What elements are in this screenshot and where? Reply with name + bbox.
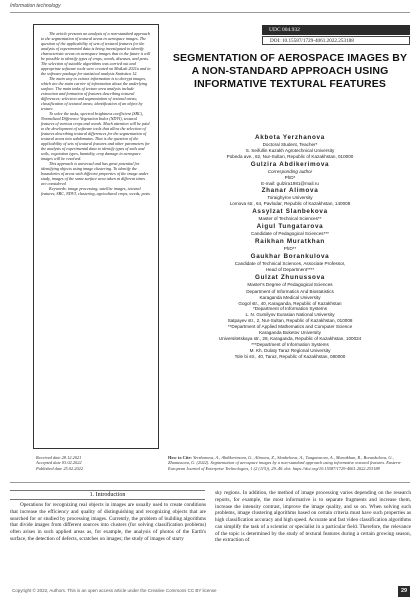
author-detail: Pobeda ave., 62, Nur-Sultan, Republic of Kazakhstan, 010000 (226, 153, 354, 159)
author-detail: Toraighyrov University (267, 195, 313, 201)
abstract-paragraph: The main way to extract information is to decrypt images, which are the main carrier of information about the underlying surface. The main tasks of texture area analysis include extraction and formation of features describing textural differences; selection and segmentation of textural areas; classification of textural areas; identification of an object by texture. (41, 76, 148, 111)
citation-text: Yerzhanova, A., Abdikerimova, G., Alimova, Z., Slanbekova, A., Tungatarova, A., Muratkhan, R., Borankulova, G., Zhunussova, G. (2022). Segmentation of aerospace images by a non-standard approach using informative textural features. Eastern-European Journal of Enterprise Technologies, 1 (2 (115)), 29–40. doi: https://doi.org/10.15587/1729-4061.2022.253188 (168, 455, 402, 471)
affiliation-line: Gogol str., 40, Karaganda, Republic of Kazakhstan (238, 300, 342, 306)
author-block (170, 187, 410, 207)
affiliation-line: Karaganda Buketov University (259, 330, 321, 336)
author-detail: PhD* (284, 174, 296, 180)
affiliation-line: Department of Informatics And Biostatistics (246, 288, 334, 294)
author-block (170, 274, 410, 288)
affiliations (170, 289, 410, 360)
accepted-date: Accepted date 03.02.2022 (36, 460, 82, 466)
affiliation-line: Tole bi str., 40, Taraz, Republic of Kazakhstan, 080000 (234, 353, 346, 359)
udc-label: UDC 004.932 (262, 25, 410, 35)
paper-title: SEGMENTATION OF AEROSPACE IMAGES BY A NON-STANDARD APPROACH USING INFORMATIVE TEXTURAL FEATURES (172, 52, 408, 90)
body-paragraph: Operations for recognizing real objects in images are usually used to create conditions that increase the efficiency and quality of distinguishing and recognizing objects that are searched for or studied by processing images. Currently, the problem of building algorithms that divide images from different sources into clusters (for solving classification problems) often arises in such applied areas as, for example, the analysis of photos of the Earth's surface, the detection of defects, scratches on images; the study of images of starry (10, 502, 206, 542)
author-detail: Candidate of Pedagogical Sciences*** (251, 231, 329, 237)
author-block (170, 253, 410, 273)
author-name: Raikhan Muratkhan (255, 238, 325, 246)
author-detail: Head of Department**** (265, 266, 315, 272)
published-date: Published date 25.02.2022 (36, 465, 84, 471)
author-name: Gulzira Abdikerimova (250, 160, 330, 168)
license-notice: Copyright © 2022, Authors. This is an open access article under the Creative Commons CC BY license (12, 588, 217, 593)
header-divider (10, 12, 410, 13)
article-dates (36, 455, 156, 471)
author-block (170, 161, 410, 187)
author-name: Gulzat Zhunussova (255, 273, 325, 281)
author-block (170, 238, 410, 252)
affiliation-line: **Department of Applied Mathematics and Computer Science (227, 324, 353, 330)
author-detail: S. Seifullin Kazakh Agrotechnical University (245, 147, 335, 153)
author-list (170, 134, 410, 360)
author-email: E-mail: gulzira1981@mail.ru (261, 180, 319, 186)
author-name: Zhanar Alimova (261, 187, 319, 195)
body-paragraph: sky regions. In addition, the method of image processing varies depending on the research reports, for example, the most informative is to separate fragments and increase them, increase the intensity contrast, improve the image quality, and so on. When solving such problems, image clustering algorithms based on certain criteria must have such properties as high classification accuracy and high speed. Accurate and fast video classification algorithms can simplify the task of a scientist or specialist in a particular field. Therefore, the relevance of the topic is determined by the study of textural features during a certain growing season, the extraction of (215, 490, 411, 544)
page-number: 29 (398, 586, 410, 597)
affiliation-line: Universitetskaya str., 28, Karaganda, Republic of Kazakhstan, 100024 (218, 335, 362, 341)
author-name: Aigul Tungatarova (256, 223, 324, 231)
doi-label: DOI: 10.15587/1729-4061.2022.253188 (262, 36, 410, 45)
citation-block (168, 455, 410, 471)
author-name: Gaukhar Borankulova (250, 252, 330, 260)
author-detail: Candidate of Technical Sciences, Associate Professor, (234, 260, 346, 266)
abstract-keywords: Keywords: image processing, satellite images, textural features, SBC, NDVI, clustering, agricultural crops, weeds, pests (41, 186, 150, 196)
author-detail: Master of Technical Sciences** (258, 216, 322, 222)
author-block (170, 223, 410, 237)
author-detail: Doctoral Student, Teacher* (262, 142, 318, 147)
abstract-box (33, 24, 159, 449)
affiliation-line: *Department of Information Systems (252, 306, 328, 312)
abstract-paragraph: The article presents an analysis of a non-standard approach to the segmentation of textural areas in aerospace images. The question of the applicability of sets of textural features for the analysis of experimental data is being investigated to identify characteristic areas on aerospace images that in the future it will be possible to identify types of crops, weeds, diseases, and pests. The selection of suitable algorithms was carried out and appropriate software tools were created on MatLab 2021a and in the software package for statistical analysis Statistica 12. (41, 31, 151, 76)
affiliation-line: ***Department of Information Systems (251, 341, 329, 347)
affiliation-line: M. Kh. Dulaty Taraz Regional University (249, 347, 331, 353)
page-footer (0, 584, 420, 600)
citation-label: How to Cite: (168, 455, 192, 460)
author-detail: Master's Degree of Pedagogical Sciences (247, 281, 333, 287)
author-detail: PhD** (283, 246, 297, 252)
affiliation-line: Satpayev str., 2, Nur-Sultan, Republic of Kazakhstan, 010008 (227, 318, 353, 324)
author-block (170, 134, 410, 160)
section-divider (10, 482, 410, 483)
affiliation-line: Karaganda Medical University (259, 294, 321, 300)
received-date: Received date 28.12.2021 (36, 455, 82, 460)
abstract-paragraph: To solve the tasks, spectral brightness coefficient (SBC), Normalized Difference Vegetation Index (NDVI), textural features of various crops and weeds. Much attention will be paid to the development of software tools that allow the selection of features describing textural differences for the segmentation of textural areas into subdomains. That is the question of the applicability of sets of textural features and other parameters for the analysis of experimental data to identify types of soils and soils, vegetation types, humidity, crop damage in aerospace images will be resolved. (41, 111, 150, 161)
author-name: Akbota Yerzhanova (255, 134, 325, 141)
affiliation-line: L. N. Gumilyov Eurasian National University (245, 312, 335, 318)
body-column-left (10, 502, 206, 576)
section-heading: 1. Introduction (10, 490, 205, 500)
abstract-paragraph: This approach is universal and has great potential for identifying objects using image clustering. To identify the boundaries of areas with different properties of the image under study, images of the same surface area taken at different times are considered (41, 161, 149, 186)
body-column-right (215, 490, 411, 576)
author-detail: Lomova str., 64, Pavlodar, Republic of Kazakhstan, 140008 (229, 201, 351, 207)
author-block (170, 208, 410, 222)
author-name: Assylzat Slanbekova (252, 208, 328, 216)
author-detail: Corresponding author (267, 168, 313, 174)
journal-section-header: Information technology (10, 3, 61, 9)
